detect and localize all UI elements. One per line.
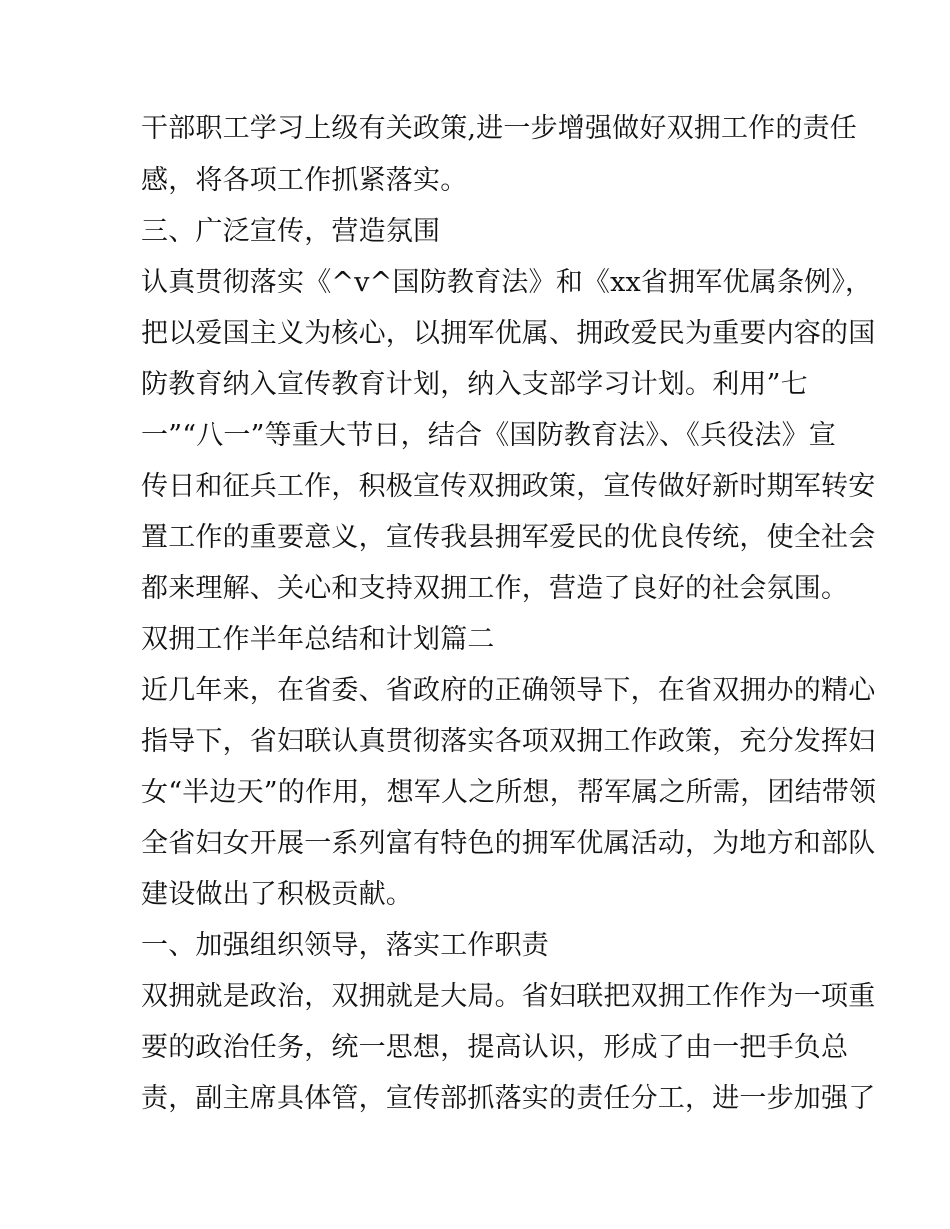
text-line: 责，副主席具体管，宣传部抓落实的责任分工，进一步加强了 [141, 1083, 876, 1114]
text-line: 防教育纳入宣传教育计划，纳入支部学习计划。利用”七 [141, 369, 808, 400]
text-line: 感，将各项工作抓紧落实。 [141, 165, 468, 196]
section-title: 双拥工作半年总结和计划篇二 [141, 624, 495, 655]
text-line: 一”“八一”等重大节日，结合《国防教育法》、《兵役法》宣 [141, 420, 837, 451]
text-line: 干部职工学习上级有关政策,进一步增强做好双拥工作的责任 [141, 113, 857, 144]
text-line: 指导下，省妇联认真贯彻落实各项双拥工作政策，充分发挥妇 [141, 726, 876, 757]
text-line: 双拥就是政治，双拥就是大局。省妇联把双拥工作作为一项重 [141, 981, 876, 1012]
text-line: 都来理解、关心和支持双拥工作，营造了良好的社会氛围。 [141, 573, 849, 604]
section-heading: 一、加强组织领导，落实工作职责 [141, 930, 549, 961]
text-line: 认真贯彻落实《^v^国防教育法》和《xx省拥军优属条例》， [141, 267, 873, 298]
text-line: 全省妇女开展一系列富有特色的拥军优属活动，为地方和部队 [141, 828, 876, 859]
text-line: 传日和征兵工作，积极宣传双拥政策，宣传做好新时期军转安 [141, 471, 876, 502]
text-line: 近几年来，在省委、省政府的正确领导下，在省双拥办的精心 [141, 675, 876, 706]
text-line: 女“半边天”的作用，想军人之所想，帮军属之所需，团结带领 [141, 777, 877, 808]
text-line: 把以爱国主义为核心，以拥军优属、拥政爱民为重要内容的国 [141, 318, 876, 349]
section-heading: 三、广泛宣传，营造氛围 [141, 216, 441, 247]
text-line: 建设做出了积极贡献。 [141, 879, 413, 910]
text-line: 置工作的重要意义，宣传我县拥军爱民的优良传统，使全社会 [141, 522, 876, 553]
text-line: 要的政治任务，统一思想，提高认识，形成了由一把手负总 [141, 1032, 849, 1063]
